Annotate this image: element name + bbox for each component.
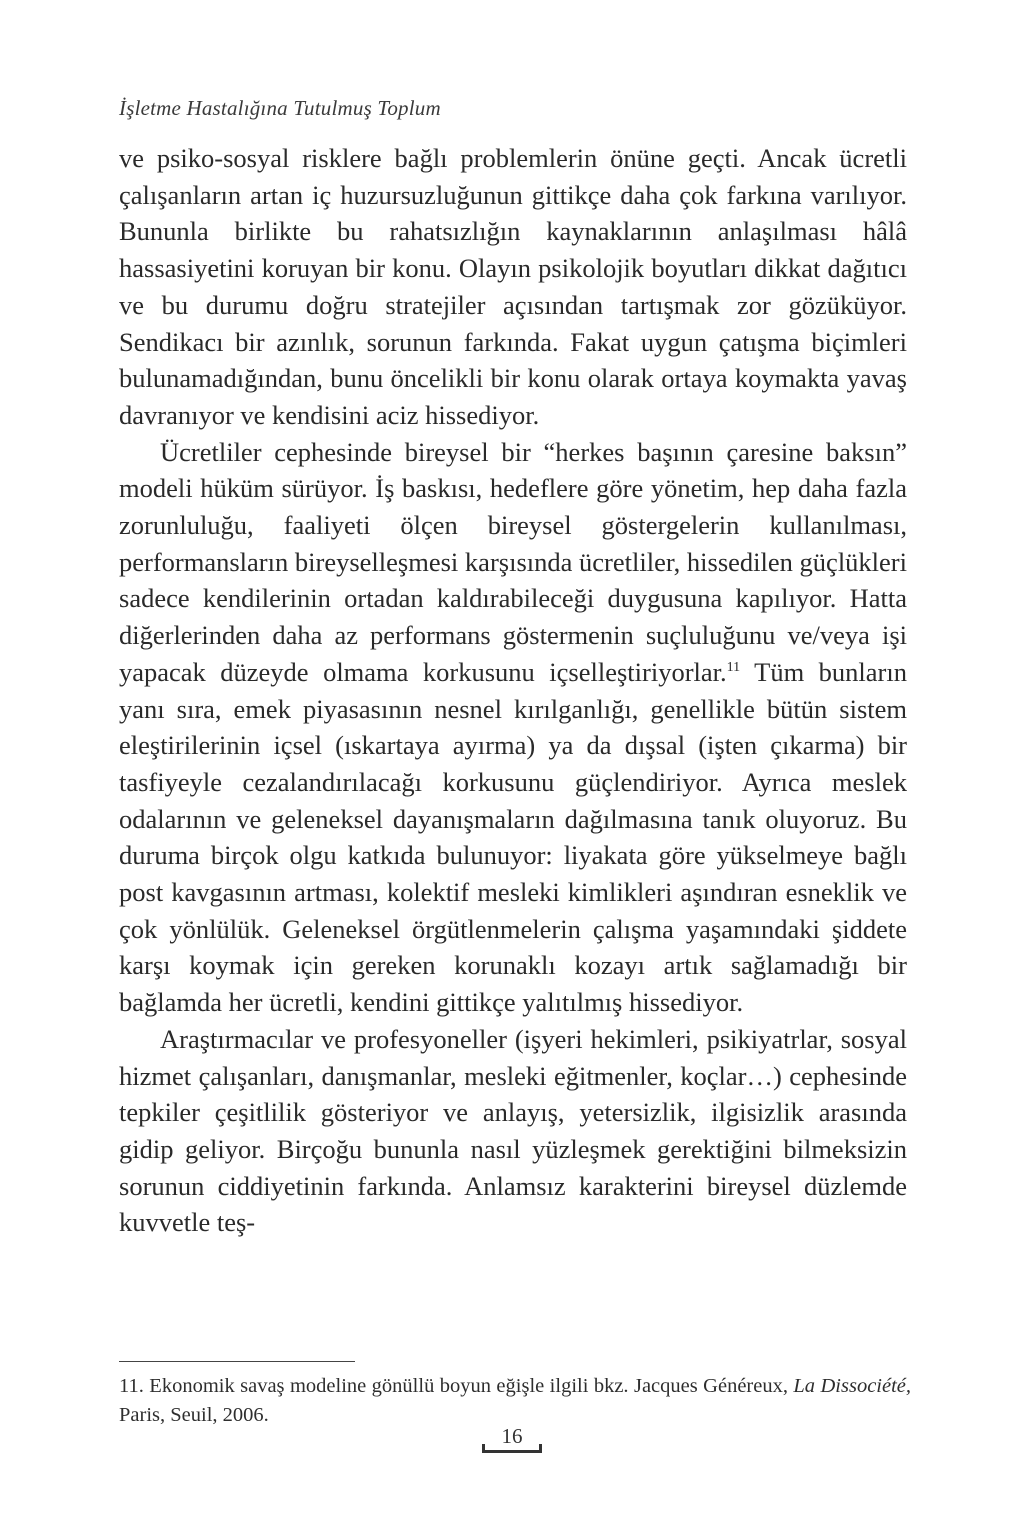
page-number: 16	[501, 1424, 523, 1448]
body-text	[119, 140, 907, 1241]
paragraph-3: Araştırmacılar ve profesyoneller (işyeri hekimleri, psikiyatrlar, sosyal hizmet çalışanları, danışmanlar, mesleki eğitmenler, koçlar…) cephesinde tepkiler çeşitlilik gösteriyor ve anlayış, yetersizlik, ilgisizlik arasında gidip geliyor. Birçoğu bununla nasıl yüzleşmek gerektiğini bilmeksizin sorunun ciddiyetinin farkında. Anlamsız karakterini bireysel düzlemde kuvvetle teş-	[119, 1023, 907, 1238]
running-header: İşletme Hastalığına Tutulmuş Toplum	[119, 96, 441, 120]
footnote	[119, 1372, 911, 1430]
footnote-text: 11. Ekonomik savaş modeline gönüllü boyun eğişle ilgili bkz. Jacques Généreux,	[119, 1375, 794, 1397]
paragraph-1: ve psiko-sosyal risklere bağlı problemlerin önüne geçti. Ancak ücretli çalışanların artan iç huzursuzluğunun gittikçe daha çok farkına varılıyor. Bununla birlikte bu rahatsızlığın kaynaklarının anlaşılması hâlâ hassasiyetini koruyan bir konu. Olayın psikolojik boyutları dikkat dağıtıcı ve bu durumu doğru stratejiler açısından tartışmak zor gözüküyor. Sendikacı bir azınlık, sorunun farkında. Fakat uygun çatışma biçimleri bulunamadığından, bunu öncelikli bir konu olarak ortaya koymakta yavaş davranıyor ve kendisini aciz hissediyor.	[119, 143, 907, 430]
paragraph-2	[119, 434, 907, 1021]
paragraph-2-text-start: Ücretliler cephesinde bireysel bir “herkes başının çaresine baksın” modeli hüküm sürüyor. İş baskısı, hedeflere göre yönetim, hep daha fazla zorunluluğu, faaliyeti ölçen bireysel göstergelerin kullanılması, performansların bireyselleşmesi karşısında ücretliler, hissedilen güçlükleri sadece kendilerinin ortadan kaldırabileceği duygusuna kapılıyor. Hatta diğerlerinden daha az performans göstermenin suçluluğunu ve/veya işi yapacak düzeyde olmama korkusunu içselleştiriyorlar.	[119, 436, 907, 687]
footnote-reference: 11	[726, 659, 741, 675]
footnote-publication: Paris, Seuil, 2006.	[119, 1404, 269, 1426]
paragraph-2-text-end: Tüm bunların yanı sıra, emek piyasasının nesnel kırılganlığı, genellikle bütün sistem eleştirilerinin içsel (ıskartaya ayırma) ya da dışsal (işten çıkarma) bir tasfiyeyle cezalandırılacağı korkusunu güçlendiriyor. Ayrıca meslek odalarının ve geleneksel dayanışmaların dağılmasına tanık oluyoruz. Bu duruma birçok olgu katkıda bulunuyor: liyakata göre yükselmeye bağlı post kavgasının artması, kolektif mesleki kimlikleri aşındıran esneklik ve çok yönlülük. Geleneksel örgütlenmelerin çalışma yaşamındaki şiddete karşı koymak için gereken korunaklı kozayı artık sağlamadığı bir bağlamda her ücretli, kendini gittikçe yalıtılmış hissediyor.	[119, 656, 907, 1018]
footnote-book-title: La Dissociété,	[793, 1375, 912, 1397]
page-number-bracket	[482, 1450, 542, 1453]
footnote-divider	[119, 1361, 355, 1362]
